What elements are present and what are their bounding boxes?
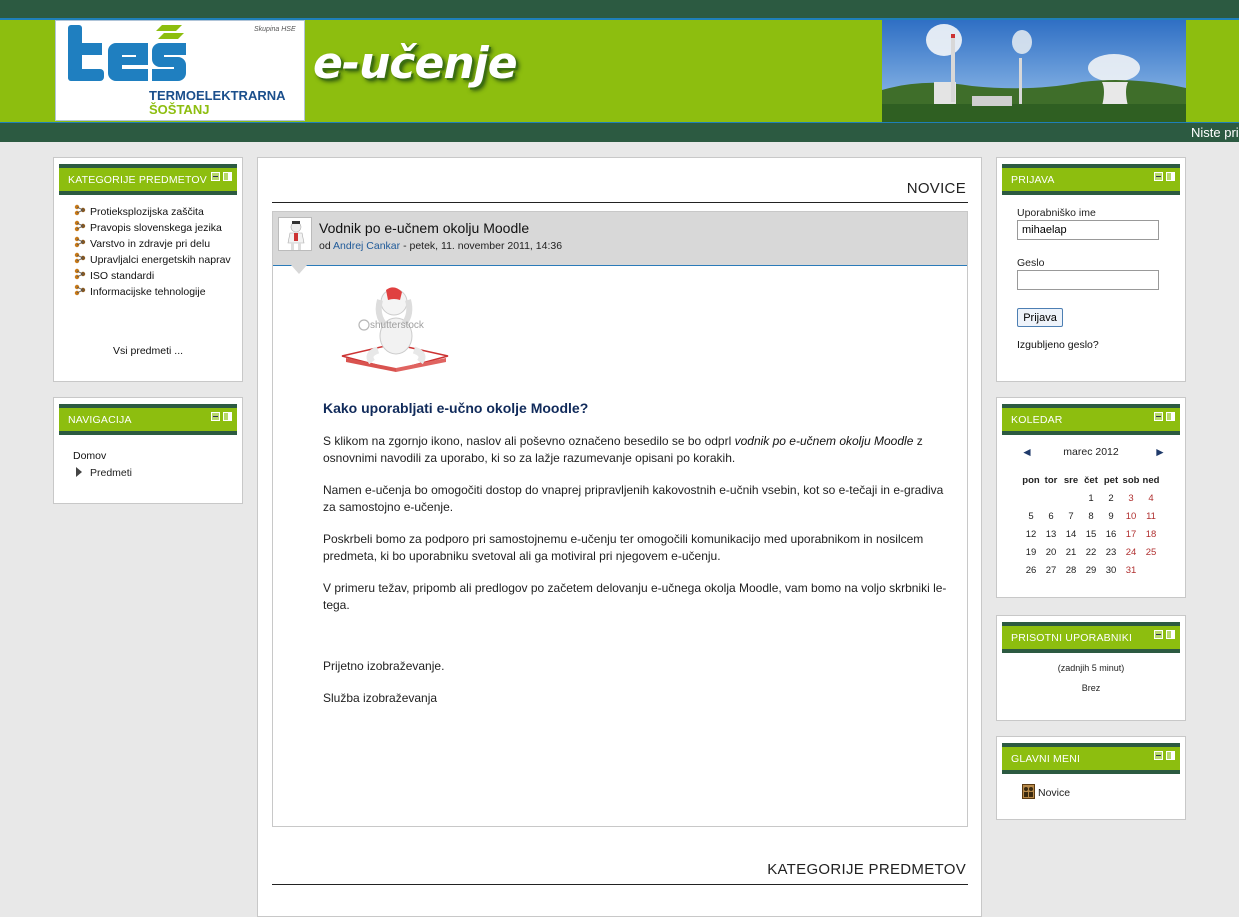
weekday-label: tor <box>1044 474 1058 486</box>
calendar-day: 2 <box>1108 492 1114 504</box>
category-list <box>73 204 233 300</box>
company-name-line1: TERMOELEKTRARNA <box>149 88 286 103</box>
dock-icon[interactable] <box>1166 751 1175 760</box>
calendar-day: 16 <box>1105 528 1117 540</box>
login-status-text: Niste pri <box>1191 125 1239 140</box>
categories-block <box>53 157 243 382</box>
post-paragraph: V primeru težav, pripomb ali predlogov po začetem delovanju e-učnega okolja Moodle, vam bomo na voljo skrbniki le-tega. <box>323 581 947 612</box>
sub-bar <box>0 122 1239 142</box>
calendar-day: 23 <box>1105 546 1117 558</box>
weekday-label: sob <box>1122 474 1140 486</box>
calendar-day: 9 <box>1108 510 1114 522</box>
post-notch <box>291 265 307 274</box>
minimize-icon[interactable] <box>211 412 220 421</box>
company-name <box>149 89 286 117</box>
calendar-day: 1 <box>1088 492 1094 504</box>
calendar-block-title: KOLEDAR <box>1011 414 1063 426</box>
category-item <box>73 252 233 268</box>
forum-icon <box>1022 784 1035 799</box>
calendar-day: 13 <box>1045 528 1057 540</box>
calendar-day: 11 <box>1146 510 1156 522</box>
nav-courses-label: Predmeti <box>90 467 133 479</box>
category-icon <box>73 204 87 216</box>
dock-icon[interactable] <box>1166 172 1175 181</box>
block-controls <box>1154 172 1175 181</box>
category-icon <box>73 220 87 232</box>
category-link[interactable]: Informacijske tehnologije <box>90 286 206 298</box>
post-by-prefix: od <box>319 240 331 252</box>
online-users-block-header <box>1002 622 1180 653</box>
power-plant-photo <box>882 20 1186 122</box>
calendar-prev-icon[interactable]: ◄ <box>1021 445 1033 459</box>
category-item <box>73 220 233 236</box>
post-body <box>323 400 953 722</box>
post-meta <box>319 240 562 252</box>
categories-block-title: KATEGORIJE PREDMETOV <box>68 174 207 186</box>
main-content <box>257 157 982 917</box>
top-bar <box>0 0 1239 20</box>
online-users-period: (zadnjih 5 minut) <box>1057 663 1125 673</box>
company-logo[interactable] <box>55 20 305 121</box>
block-controls <box>1154 751 1175 760</box>
calendar-month: marec 2012 <box>1063 446 1119 458</box>
category-icon <box>73 284 87 296</box>
dock-icon[interactable] <box>223 172 232 181</box>
calendar-day <box>1041 489 1061 507</box>
post-heading: Kako uporabljati e-učno okolje Moodle? <box>323 400 589 416</box>
main-menu-block-header <box>1002 743 1180 774</box>
calendar-day: 31 <box>1125 564 1137 576</box>
category-item <box>73 236 233 252</box>
group-label: Skupina HSE <box>254 26 296 33</box>
category-item <box>73 204 233 220</box>
guide-image[interactable] <box>336 278 451 382</box>
calendar-day: 5 <box>1028 510 1034 522</box>
forgot-password-link[interactable]: Izgubljeno geslo? <box>1017 339 1099 351</box>
main-menu-news-item[interactable] <box>1022 784 1070 799</box>
login-block <box>996 157 1186 382</box>
minimize-icon[interactable] <box>211 172 220 181</box>
post-paragraph: Poskrbeli bomo za podporo pri samostojnemu e-učenju ter omogočili komunikacijo med uporabnikom in nosilcem predmeta, ki bo uporabniku svetoval ali ga motiviral pri njegovem e-učenju. <box>323 532 924 563</box>
weekday-label: ned <box>1142 474 1160 486</box>
block-controls <box>211 412 232 421</box>
navigation-block-title: NAVIGACIJA <box>68 414 132 426</box>
login-block-header <box>1002 164 1180 195</box>
site-title[interactable]: e-učenje <box>313 38 517 89</box>
online-users-block <box>996 615 1186 721</box>
post-date: - petek, 11. november 2011, 14:36 <box>403 240 563 252</box>
category-item <box>73 268 233 284</box>
calendar-day: 14 <box>1065 528 1077 540</box>
minimize-icon[interactable] <box>1154 172 1163 181</box>
calendar-day: 26 <box>1025 564 1037 576</box>
calendar-day: 12 <box>1025 528 1037 540</box>
category-link[interactable]: Upravljalci energetskih naprav <box>90 254 231 266</box>
category-icon <box>73 268 87 280</box>
post-author-link[interactable]: Andrej Cankar <box>333 240 401 252</box>
calendar-day: 22 <box>1085 546 1097 558</box>
calendar-grid <box>1021 471 1161 579</box>
post-header <box>273 212 967 266</box>
calendar-day <box>1141 561 1161 579</box>
calendar-day: 17 <box>1125 528 1137 540</box>
login-button[interactable]: Prijava <box>1017 308 1063 327</box>
category-icon <box>73 252 87 264</box>
dock-icon[interactable] <box>1166 630 1175 639</box>
post-paragraph <box>323 433 953 467</box>
dock-icon[interactable] <box>1166 412 1175 421</box>
calendar-weekdays <box>1021 471 1161 489</box>
site-header <box>0 20 1239 122</box>
categories-section-rule <box>272 884 968 885</box>
login-block-title: PRIJAVA <box>1011 174 1055 186</box>
weekday-label: čet <box>1084 474 1098 486</box>
calendar-day: 7 <box>1068 510 1074 522</box>
post-text: S klikom na zgornjo ikono, naslov ali poševno označeno besedilo se bo odprl <box>323 434 735 448</box>
username-label: Uporabniško ime <box>1017 207 1096 219</box>
weekday-label: sre <box>1063 474 1079 486</box>
online-users-block-title: PRISOTNI UPORABNIKI <box>1011 632 1133 644</box>
calendar-week <box>1021 561 1161 579</box>
block-controls <box>1154 412 1175 421</box>
password-input[interactable] <box>1017 270 1159 290</box>
minimize-icon[interactable] <box>1154 412 1163 421</box>
image-watermark: shutterstock <box>370 320 424 331</box>
calendar-day: 27 <box>1045 564 1057 576</box>
minimize-icon[interactable] <box>1154 630 1163 639</box>
password-label: Geslo <box>1017 257 1045 269</box>
nav-courses-item[interactable] <box>76 467 132 479</box>
expand-arrow-icon[interactable] <box>76 467 82 477</box>
calendar-day: 25 <box>1145 546 1157 558</box>
author-avatar[interactable] <box>278 217 312 251</box>
calendar-day: 4 <box>1148 492 1154 504</box>
calendar-week <box>1021 543 1161 561</box>
calendar-week <box>1021 525 1161 543</box>
nav-home-link[interactable]: Domov <box>73 450 107 462</box>
post-paragraph: Prijetno izobraževanje. <box>323 659 445 673</box>
all-courses-link[interactable]: Vsi predmeti ... <box>113 345 184 357</box>
calendar-day: 30 <box>1105 564 1117 576</box>
calendar-block <box>996 397 1186 598</box>
calendar-day: 15 <box>1085 528 1097 540</box>
dock-icon[interactable] <box>223 412 232 421</box>
category-link[interactable]: ISO standardi <box>90 270 155 282</box>
calendar-day <box>1061 489 1081 507</box>
calendar-block-header <box>1002 404 1180 435</box>
category-link[interactable]: Pravopis slovenskega jezika <box>90 222 222 234</box>
calendar-day: 6 <box>1048 510 1054 522</box>
weekday-label: pon <box>1022 474 1040 486</box>
username-input[interactable] <box>1017 220 1159 240</box>
category-link[interactable]: Protieksplozijska zaščita <box>90 206 204 218</box>
weekday-label: pet <box>1103 474 1119 486</box>
online-users-none: Brez <box>1081 683 1101 693</box>
post-paragraph: Namen e-učenja bo omogočiti dostop do vnaprej pripravljenih kakovostnih e-učnih vsebin, kot so e-tečaji in e-gradiva za samostojno e-učenje. <box>323 483 944 514</box>
calendar-day: 3 <box>1128 492 1134 504</box>
block-controls <box>211 172 232 181</box>
company-name-line2: ŠOŠTANJ <box>149 102 210 117</box>
minimize-icon[interactable] <box>1154 751 1163 760</box>
post-signature: Služba izobraževanja <box>323 691 438 705</box>
main-menu-block-title: GLAVNI MENI <box>1011 753 1081 765</box>
category-icon <box>73 236 87 248</box>
main-menu-news-label: Novice <box>1038 787 1071 799</box>
news-post <box>272 211 968 827</box>
news-heading: NOVICE <box>906 180 966 197</box>
calendar-day: 20 <box>1045 546 1057 558</box>
guide-link[interactable]: vodnik po e-učnem okolju Moodle <box>734 434 914 448</box>
category-link[interactable]: Varstvo in zdravje pri delu <box>90 238 211 250</box>
calendar-week <box>1021 489 1161 507</box>
calendar-day: 24 <box>1125 546 1137 558</box>
post-title-link[interactable]: Vodnik po e-učnem okolju Moodle <box>319 220 530 236</box>
calendar-day: 8 <box>1088 510 1094 522</box>
calendar-day: 19 <box>1025 546 1037 558</box>
navigation-block-header <box>59 404 237 435</box>
tes-logo-mark <box>66 21 191 89</box>
news-heading-rule <box>272 202 968 203</box>
calendar-day: 29 <box>1085 564 1097 576</box>
calendar-day: 28 <box>1065 564 1077 576</box>
calendar-day: 21 <box>1065 546 1077 558</box>
calendar-day: 10 <box>1125 510 1137 522</box>
calendar-day: 18 <box>1145 528 1157 540</box>
calendar-day <box>1021 489 1041 507</box>
calendar-next-icon[interactable]: ► <box>1154 445 1166 459</box>
category-item <box>73 284 233 300</box>
calendar-week <box>1021 507 1161 525</box>
block-controls <box>1154 630 1175 639</box>
post-text: z osnovnimi navodili za uporabo, ki so za lažje razumevanje opisani po korakih. <box>323 434 923 465</box>
categories-section-heading: KATEGORIJE PREDMETOV <box>767 861 966 878</box>
categories-block-header <box>59 164 237 195</box>
main-menu-block <box>996 736 1186 820</box>
navigation-block <box>53 397 243 504</box>
